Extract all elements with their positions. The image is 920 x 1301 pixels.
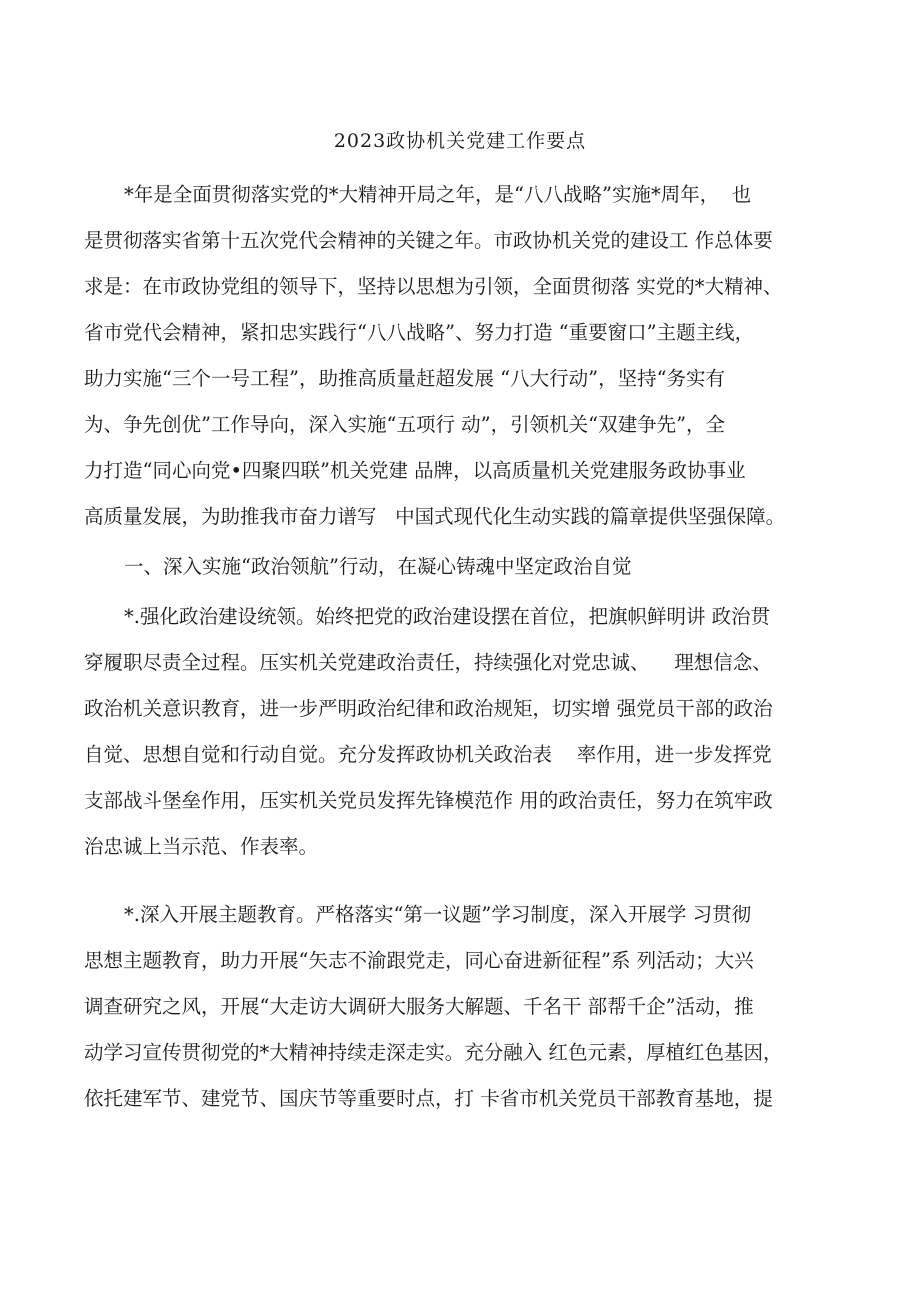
paragraph-line: 自觉、思想自觉和行动自觉。充分发挥政协机关政治表 率作用，进一步发挥党	[84, 743, 772, 766]
paragraph-line: 高质量发展，为助推我市奋力谱写 中国式现代化生动实践的篇章提供坚强保障。	[84, 505, 786, 528]
paragraph-line: 是贯彻落实省第十五次党代会精神的关键之年。市政协机关党的建设工 作总体要	[84, 229, 773, 252]
paragraph-line: 思想主题教育，助力开展“矢志不渝跟党走，同心奋进新征程”系 列活动；大兴	[84, 949, 754, 972]
paragraph-line: 助力实施“三个一号工程”，助推高质量赶超发展 “八大行动”，坚持“务实有	[84, 367, 726, 390]
document-title: 2023政协机关党建工作要点	[333, 130, 587, 152]
paragraph-line: *.强化政治建设统领。始终把党的政治建设摆在首位，把旗帜鲜明讲 政治贯	[124, 605, 771, 628]
paragraph-line: 动学习宣传贯彻党的*大精神持续走深走实。充分融入 红色元素，厚植红色基因，	[84, 1041, 783, 1064]
paragraph-line: 穿履职尽责全过程。压实机关党建政治责任，持续强化对党忠诚、 理想信念、	[84, 651, 772, 674]
paragraph-line: 力打造“同心向党•四聚四联”机关党建 品牌，以高质量机关党建服务政协事业	[84, 459, 746, 482]
section-heading: 一、深入实施“政治领航”行动，在凝心铸魂中坚定政治自觉	[124, 555, 632, 578]
paragraph-line: 求是：在市政协党组的领导下，坚持以思想为引领，全面贯彻落 实党的*大精神、	[84, 275, 783, 298]
paragraph-line: 调查研究之风，开展“大走访大调研大服务大解题、千名干 部帮千企”活动，推	[84, 995, 754, 1018]
paragraph-line: 政治机关意识教育，进一步严明政治纪律和政治规矩，切实增 强党员干部的政治	[84, 697, 773, 720]
paragraph-line: 省市党代会精神，紧扣忠实践行“八八战略”、努力打造 “重要窗口”主题主线，	[84, 321, 755, 344]
paragraph-line: *年是全面贯彻落实党的*大精神开局之年，是“八八战略”实施*周年， 也	[124, 183, 752, 206]
paragraph-line: 支部战斗堡垒作用，压实机关党员发挥先锋模范作 用的政治责任，努力在筑牢政	[84, 789, 773, 812]
paragraph-line: *.深入开展主题教育。严格落实“第一议题”学习制度，深入开展学 习贯彻	[124, 903, 752, 926]
paragraph-line: 依托建军节、建党节、国庆节等重要时点，打 卡省市机关党员干部教育基地，提	[84, 1087, 773, 1110]
paragraph-line: 为、争先创优”工作导向，深入实施“五项行 动”，引领机关“双建争先”，全	[84, 413, 726, 436]
paragraph-line: 治忠诚上当示范、作表率。	[84, 835, 319, 858]
